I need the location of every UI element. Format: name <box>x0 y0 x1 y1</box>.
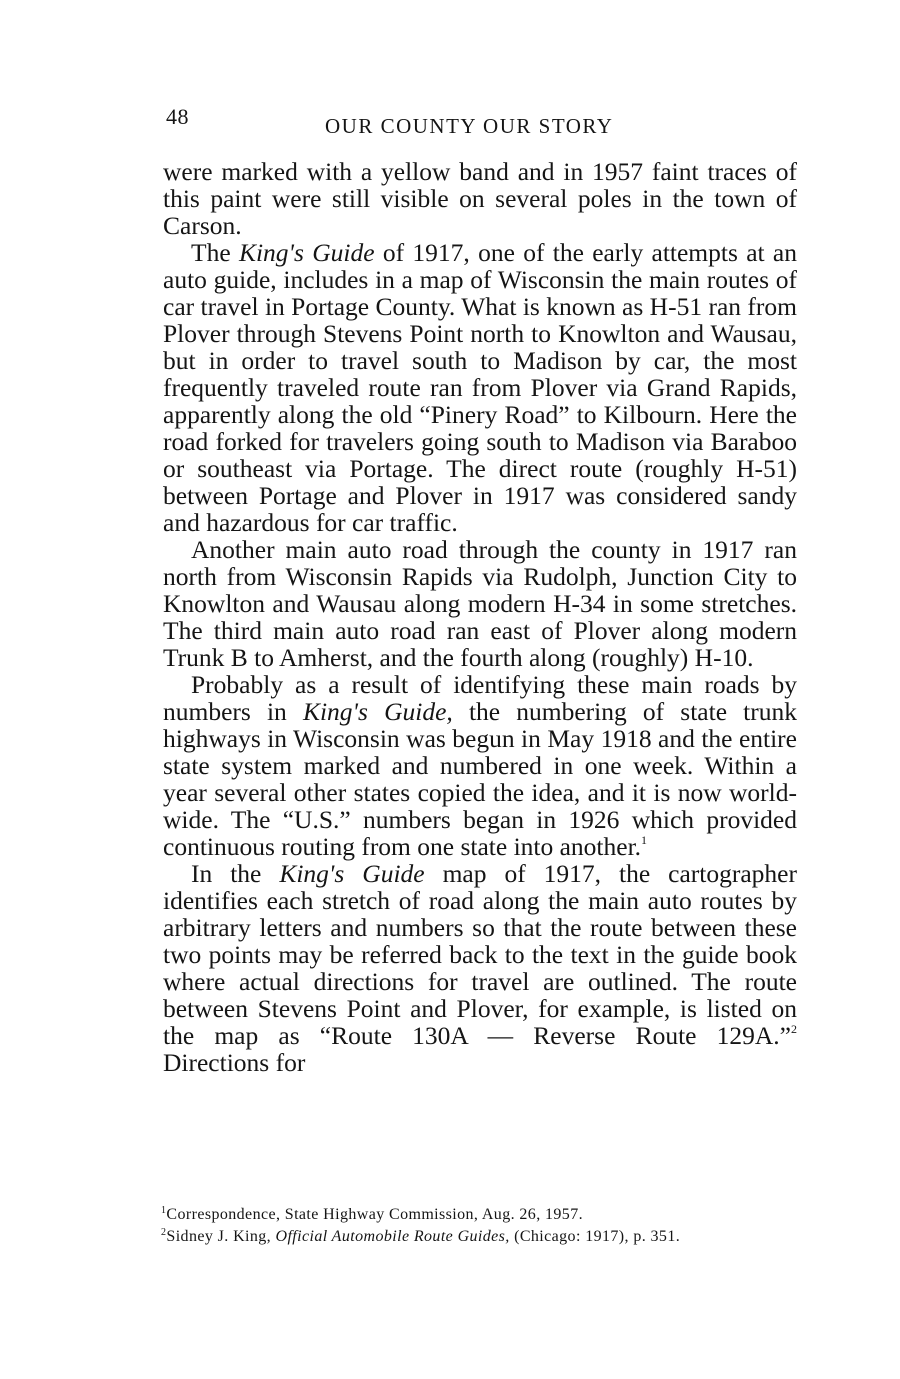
footnote-mark: 1 <box>161 1205 167 1216</box>
footnote-2: $^2$Sidney J. King, Official Automobile Route Guides, (Chicago: 1917), p. 351. <box>161 1227 681 1245</box>
footnotes <box>161 1204 801 1248</box>
page-number: 48 <box>166 104 189 129</box>
paragraph-4: Probably as a result of identifying these main roads by numbers in King's Guide, the numbering of state trunk highways in Wisconsin was begun in May 1918 and the entire state system marked and numbered in one week. Within a year several other states copied the idea, and it is now world-wide. The “U.S.” numbers began in 1926 which provided continuous routing from one state into another.$^1$ <box>163 670 797 861</box>
footnote-ref-2: 2 <box>791 1022 797 1036</box>
footnote-1: $^1$Correspondence, State Highway Commission, Aug. 26, 1957. <box>161 1205 583 1223</box>
footnote-ref-1: 1 <box>641 833 648 847</box>
paragraph-1: were marked with a yellow band and in 1957 faint traces of this paint were still visible on several poles in the town of Carson. <box>163 157 797 240</box>
paragraph-3: Another main auto road through the county in 1917 ran north from Wisconsin Rapids via Rudolph, Junction City to Knowlton and Wausau along modern H-34 in some stretches. The third main auto road ran east of Plover along modern Trunk B to Amherst, and the fourth along (roughly) H-10. <box>163 535 797 672</box>
running-head: OUR COUNTY OUR STORY <box>325 114 614 138</box>
book-title: King's Guide <box>238 238 375 267</box>
footnote-mark: 2 <box>161 1227 167 1238</box>
book-title: King's Guide <box>279 859 425 888</box>
book-title: King's Guide, <box>302 697 453 726</box>
paragraph-2: The King's Guide of 1917, one of the early attempts at an auto guide, includes in a map of Wisconsin the main routes of car travel in Portage County. What is known as H-51 ran from Plover through Stevens Point north to Knowlton and Wausau, but in order to travel south to Madison by car, the most frequently traveled route ran from Plover via Grand Rapids, apparently along the old “Pinery Road” to Kilbourn. Here the road forked for travelers going south to Madison via Baraboo or southeast via Portage. The direct route (roughly H-51) between Portage and Plover in 1917 was considered sandy and hazardous for car traffic. <box>163 238 797 537</box>
paragraph-5: In the King's Guide map of 1917, the cartographer identifies each stretch of road along the main auto routes by arbitrary letters and numbers so that the route between these two points may be referred back to the text in the guide book where actual directions for travel are outlined. The route between Stevens Point and Plover, for example, is listed on the map as “Route 130A — Reverse Route 129A.”$^2$ Directions for <box>163 859 797 1077</box>
book-title: Official Automobile Route Guides, <box>275 1228 510 1245</box>
body-text <box>163 158 797 1076</box>
